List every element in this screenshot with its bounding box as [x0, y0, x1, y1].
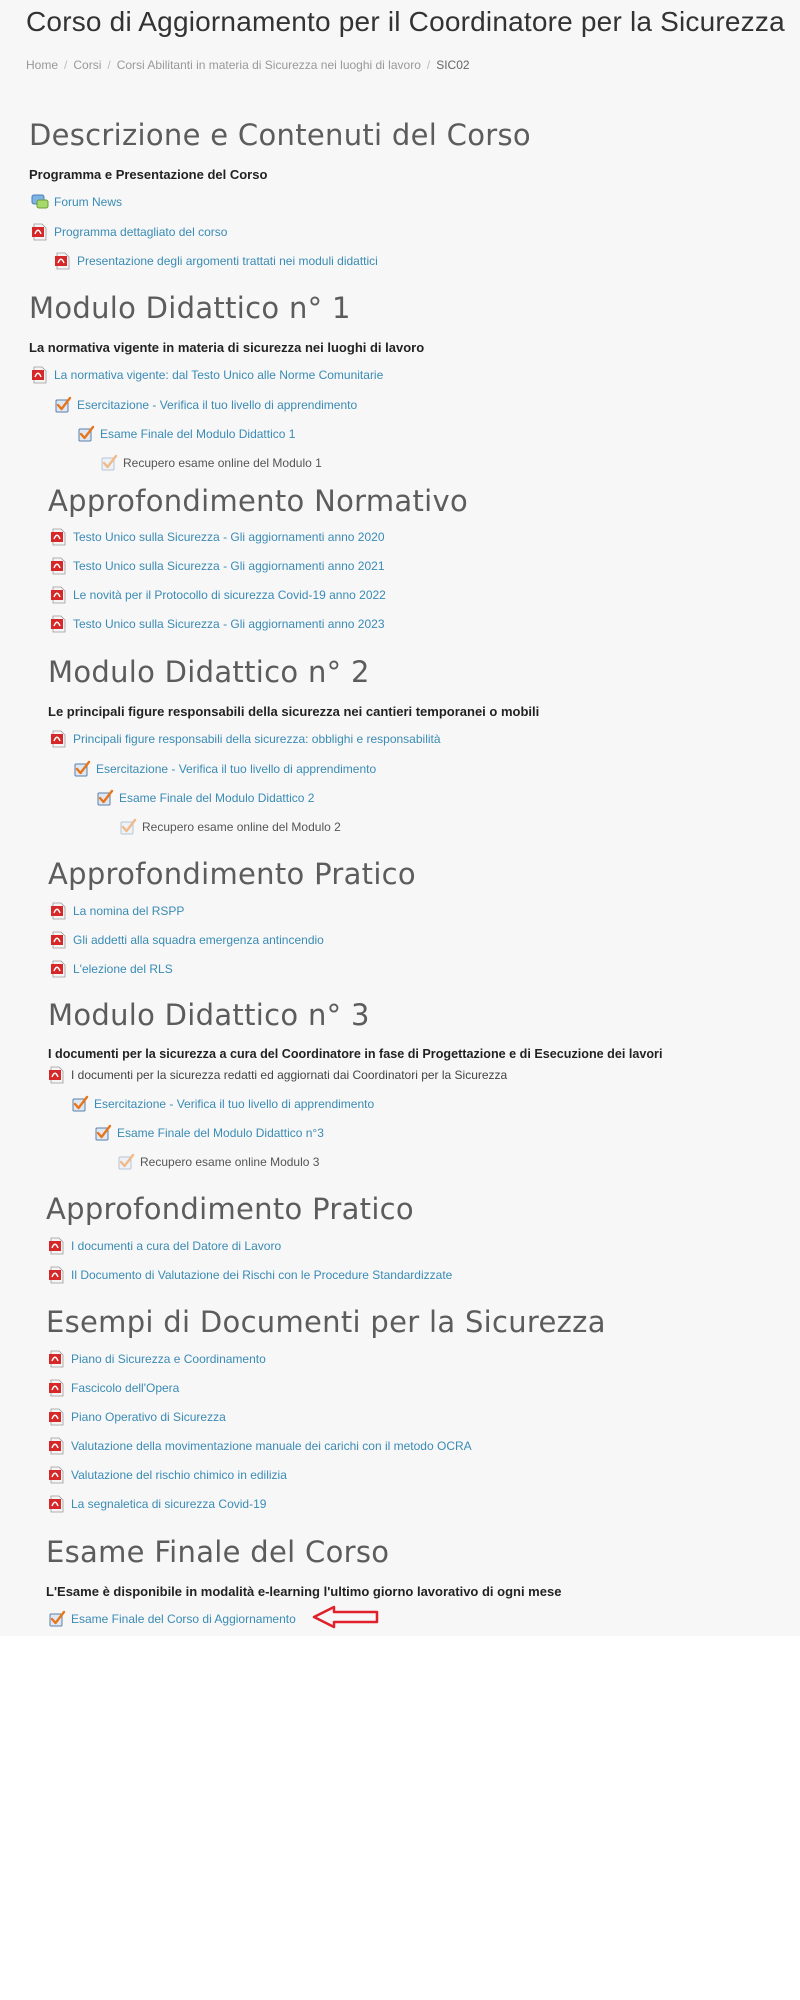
- activity-link[interactable]: I documenti per la sicurezza redatti ed aggiornati dai Coordinatori per la Sicurezza: [71, 1068, 508, 1082]
- activity-link[interactable]: Fascicolo dell'Opera: [71, 1381, 180, 1395]
- section-title-esempi-documenti: Esempi di Documenti per la Sicurezza: [46, 1305, 606, 1339]
- quiz-checkbox-icon: [100, 454, 118, 472]
- activity-link[interactable]: Esame Finale del Modulo Didattico 2: [119, 791, 315, 805]
- section-summary: L'Esame è disponibile in modalità e-learning l'ultimo giorno lavorativo di ogni mese: [46, 1584, 562, 1599]
- activity-link[interactable]: Testo Unico sulla Sicurezza - Gli aggiornamenti anno 2021: [73, 559, 385, 573]
- activity-link[interactable]: Il Documento di Valutazione dei Rischi con le Procedure Standardizzate: [71, 1268, 453, 1282]
- pdf-icon: [50, 730, 68, 748]
- activity-presentazione-argomenti[interactable]: [54, 252, 378, 270]
- pdf-icon: [50, 960, 68, 978]
- activity-forum-news[interactable]: [31, 193, 122, 211]
- pdf-icon: [48, 1495, 66, 1513]
- activity-esame-modulo-1[interactable]: [77, 425, 295, 443]
- activity-link[interactable]: Testo Unico sulla Sicurezza - Gli aggiornamenti anno 2023: [73, 617, 385, 631]
- activity-link[interactable]: La normativa vigente: dal Testo Unico alle Norme Comunitarie: [54, 368, 384, 382]
- quiz-checkbox-icon: [94, 1124, 112, 1142]
- breadcrumb: Home / Corsi / Corsi Abilitanti in materia di Sicurezza nei luoghi di lavoro / SIC02: [26, 58, 470, 72]
- activity-link[interactable]: Le novità per il Protocollo di sicurezza Covid-19 anno 2022: [73, 588, 386, 602]
- activity-documenti-coordinatori[interactable]: [48, 1066, 507, 1084]
- pdf-icon: [50, 557, 68, 575]
- activity-recupero-modulo-2[interactable]: [119, 818, 341, 836]
- activity-link[interactable]: Recupero esame online Modulo 3: [140, 1155, 320, 1169]
- pdf-icon: [50, 586, 68, 604]
- activity-link[interactable]: Esercitazione - Verifica il tuo livello di apprendimento: [94, 1097, 375, 1111]
- section-summary: Le principali figure responsabili della sicurezza nei cantieri temporanei o mobili: [48, 704, 540, 719]
- section-title-approfondimento-normativo: Approfondimento Normativo: [48, 484, 468, 518]
- activity-link[interactable]: Esame Finale del Modulo Didattico n°3: [117, 1126, 324, 1140]
- quiz-checkbox-icon: [71, 1095, 89, 1113]
- activity-addetti-antincendio[interactable]: [50, 931, 324, 949]
- pdf-icon: [48, 1237, 66, 1255]
- breadcrumb-category[interactable]: Corsi Abilitanti in materia di Sicurezza nei luoghi di lavoro: [116, 58, 421, 72]
- pdf-icon: [31, 366, 49, 384]
- activity-link[interactable]: Gli addetti alla squadra emergenza antincendio: [73, 933, 324, 947]
- activity-link[interactable]: Recupero esame online del Modulo 1: [123, 456, 322, 470]
- activity-link[interactable]: La segnaletica di sicurezza Covid-19: [71, 1497, 267, 1511]
- forum-icon: [31, 193, 49, 211]
- breadcrumb-home[interactable]: Home: [26, 58, 59, 72]
- activity-recupero-modulo-3[interactable]: [117, 1153, 319, 1171]
- pdf-icon: [48, 1437, 66, 1455]
- activity-link[interactable]: Esame Finale del Corso di Aggiornamento: [71, 1612, 296, 1626]
- activity-link[interactable]: Esercitazione - Verifica il tuo livello di apprendimento: [77, 398, 358, 412]
- section-title-descrizione: Descrizione e Contenuti del Corso: [29, 118, 531, 152]
- pdf-icon: [48, 1350, 66, 1368]
- red-arrow-annotation: [312, 1605, 380, 1629]
- section-title-modulo-3: Modulo Didattico n° 3: [48, 998, 370, 1032]
- activity-elezione-rls[interactable]: [50, 960, 173, 978]
- quiz-checkbox-icon: [117, 1153, 135, 1171]
- section-title-esame-finale: Esame Finale del Corso: [46, 1535, 390, 1569]
- activity-link[interactable]: I documenti a cura del Datore di Lavoro: [71, 1239, 282, 1253]
- quiz-checkbox-icon: [96, 789, 114, 807]
- activity-figure-responsabili[interactable]: [50, 730, 441, 748]
- activity-covid-2022[interactable]: [50, 586, 386, 604]
- activity-esame-finale-corso[interactable]: [48, 1610, 296, 1628]
- activity-link[interactable]: Piano Operativo di Sicurezza: [71, 1410, 226, 1424]
- activity-rischio-chimico[interactable]: [48, 1466, 287, 1484]
- quiz-checkbox-icon: [119, 818, 137, 836]
- activity-recupero-modulo-1[interactable]: [100, 454, 322, 472]
- breadcrumb-corsi[interactable]: Corsi: [73, 58, 102, 72]
- activity-tu-2020[interactable]: [50, 528, 385, 546]
- section-title-approfondimento-pratico-1: Approfondimento Pratico: [48, 857, 416, 891]
- activity-segnaletica-covid[interactable]: [48, 1495, 266, 1513]
- page-title: Corso di Aggiornamento per il Coordinatore per la Sicurezza: [26, 6, 785, 37]
- quiz-checkbox-icon: [77, 425, 95, 443]
- activity-link[interactable]: Testo Unico sulla Sicurezza - Gli aggiornamenti anno 2020: [73, 530, 385, 544]
- activity-normativa-vigente[interactable]: [31, 366, 383, 384]
- activity-link[interactable]: Forum News: [54, 195, 123, 209]
- pdf-icon: [50, 902, 68, 920]
- activity-link[interactable]: La nomina del RSPP: [73, 904, 185, 918]
- activity-esercitazione-2[interactable]: [73, 760, 376, 778]
- breadcrumb-current: SIC02: [436, 58, 470, 72]
- section-title-modulo-2: Modulo Didattico n° 2: [48, 655, 370, 689]
- activity-tu-2023[interactable]: [50, 615, 385, 633]
- pdf-icon: [31, 223, 49, 241]
- activity-link[interactable]: L'elezione del RLS: [73, 962, 173, 976]
- activity-fascicolo-opera[interactable]: [48, 1379, 179, 1397]
- section-title-modulo-1: Modulo Didattico n° 1: [29, 291, 351, 325]
- quiz-checkbox-icon: [73, 760, 91, 778]
- activity-psc[interactable]: [48, 1350, 266, 1368]
- activity-link[interactable]: Esercitazione - Verifica il tuo livello di apprendimento: [96, 762, 377, 776]
- activity-pos[interactable]: [48, 1408, 226, 1426]
- activity-link[interactable]: Valutazione del rischio chimico in edilizia: [71, 1468, 287, 1482]
- section-summary: Programma e Presentazione del Corso: [29, 167, 268, 182]
- activity-dvr-procedure[interactable]: [48, 1266, 452, 1284]
- pdf-icon: [48, 1266, 66, 1284]
- activity-tu-2021[interactable]: [50, 557, 385, 575]
- activity-link[interactable]: Esame Finale del Modulo Didattico 1: [100, 427, 296, 441]
- quiz-checkbox-icon: [48, 1610, 66, 1628]
- activity-link[interactable]: Presentazione degli argomenti trattati nei moduli didattici: [77, 254, 378, 268]
- activity-documenti-datore[interactable]: [48, 1237, 281, 1255]
- activity-esame-modulo-3[interactable]: [94, 1124, 324, 1142]
- pdf-icon: [54, 252, 72, 270]
- activity-programma-dettagliato[interactable]: [31, 223, 227, 241]
- activity-link[interactable]: Recupero esame online del Modulo 2: [142, 820, 341, 834]
- pdf-icon: [50, 931, 68, 949]
- activity-esercitazione-3[interactable]: [71, 1095, 374, 1113]
- activity-ocra[interactable]: [48, 1437, 472, 1455]
- pdf-icon: [50, 615, 68, 633]
- activity-esercitazione-1[interactable]: [54, 396, 357, 414]
- pdf-icon: [50, 528, 68, 546]
- pdf-icon: [48, 1379, 66, 1397]
- quiz-checkbox-icon: [54, 396, 72, 414]
- activity-nomina-rspp[interactable]: [50, 902, 184, 920]
- section-summary: La normativa vigente in materia di sicurezza nei luoghi di lavoro: [29, 340, 425, 355]
- activity-link[interactable]: Piano di Sicurezza e Coordinamento: [71, 1352, 266, 1366]
- pdf-icon: [48, 1066, 66, 1084]
- activity-link[interactable]: Principali figure responsabili della sicurezza: obblighi e responsabilità: [73, 732, 441, 746]
- section-summary: I documenti per la sicurezza a cura del Coordinatore in fase di Progettazione e di Esecuzione dei lavori: [48, 1047, 663, 1061]
- section-title-approfondimento-pratico-2: Approfondimento Pratico: [46, 1192, 414, 1226]
- activity-esame-modulo-2[interactable]: [96, 789, 314, 807]
- activity-link[interactable]: Programma dettagliato del corso: [54, 225, 228, 239]
- pdf-icon: [48, 1466, 66, 1484]
- activity-link[interactable]: Valutazione della movimentazione manuale dei carichi con il metodo OCRA: [71, 1439, 472, 1453]
- pdf-icon: [48, 1408, 66, 1426]
